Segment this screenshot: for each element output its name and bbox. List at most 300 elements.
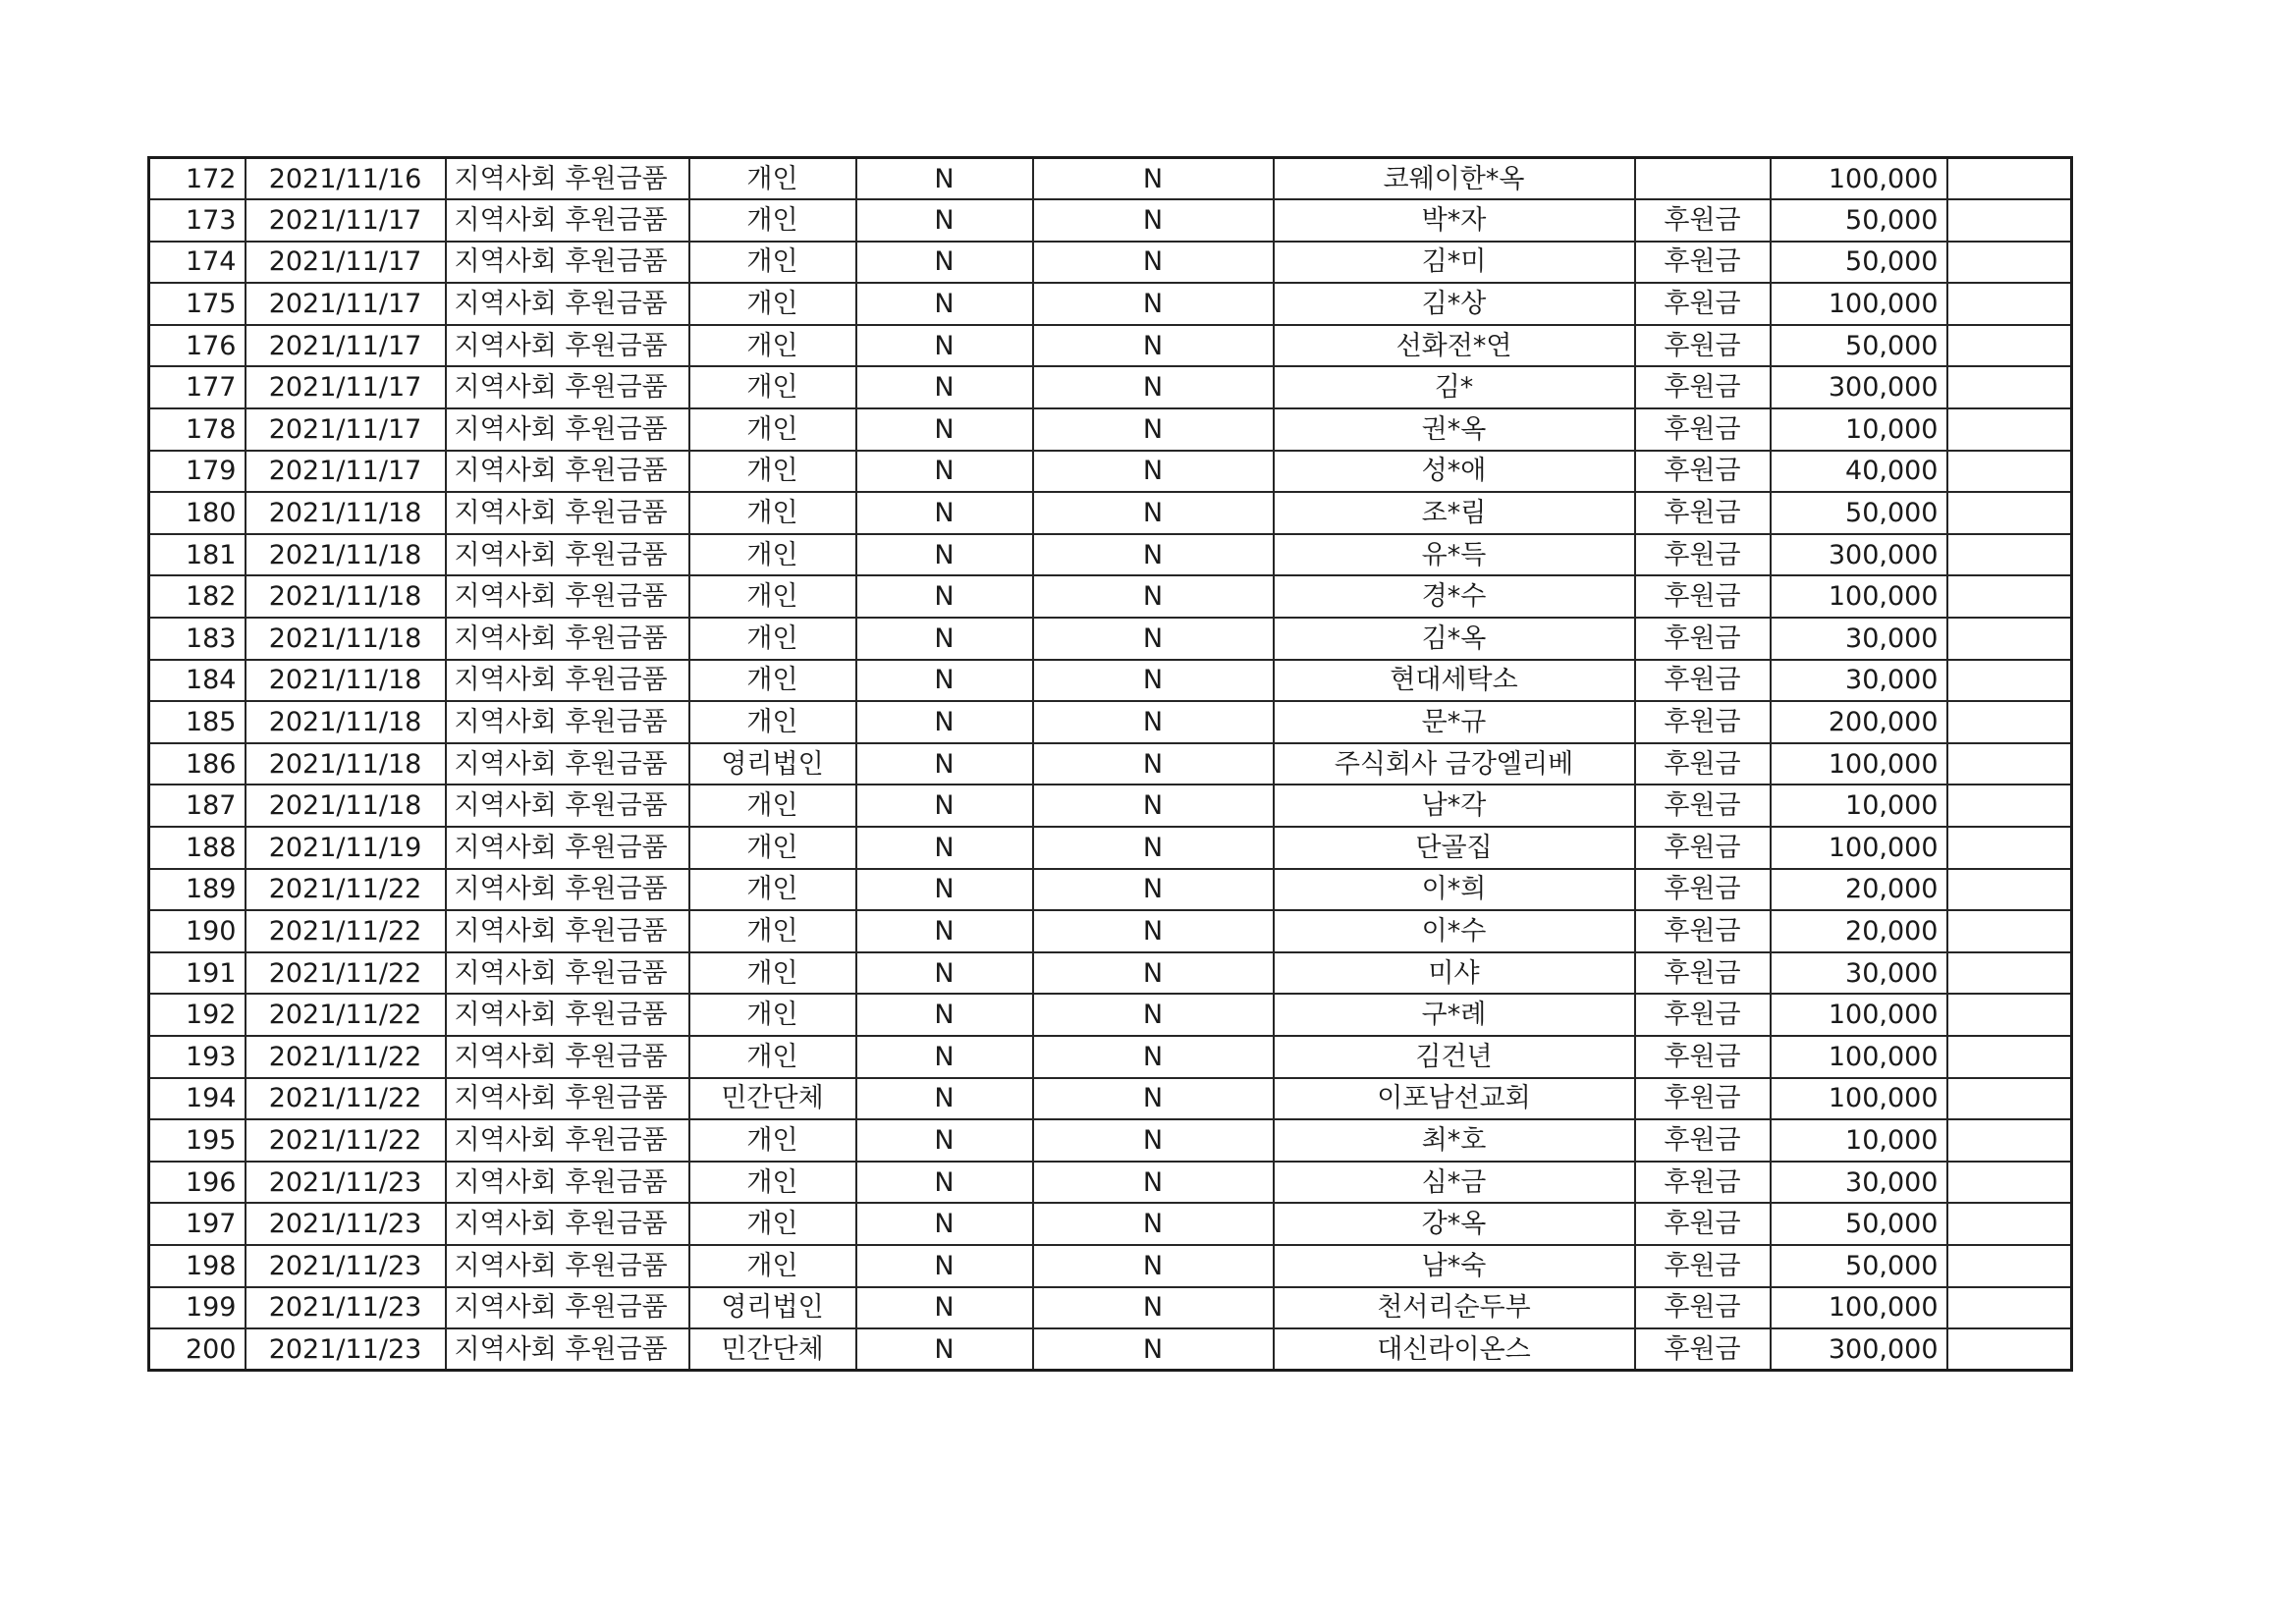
- table-row: [149, 1245, 2072, 1287]
- flag-cell: N: [856, 1119, 1033, 1162]
- row-number: 186: [149, 743, 246, 785]
- donation-category: 지역사회 후원금품: [446, 451, 689, 493]
- table-row: [149, 158, 2072, 200]
- donor-type: 개인: [689, 1245, 856, 1287]
- table-row: [149, 199, 2072, 242]
- donation-kind: [1635, 158, 1771, 200]
- note-cell: [1947, 910, 2072, 952]
- donor-type: 개인: [689, 785, 856, 827]
- table-row: [149, 1162, 2072, 1204]
- note-cell: [1947, 534, 2072, 576]
- table-row: [149, 1036, 2072, 1078]
- flag-cell: N: [856, 199, 1033, 242]
- donation-date: 2021/11/18: [246, 492, 446, 534]
- row-number: 196: [149, 1162, 246, 1204]
- donation-kind: 후원금: [1635, 283, 1771, 325]
- donation-date: 2021/11/18: [246, 660, 446, 702]
- row-number: 174: [149, 242, 246, 284]
- flag-cell: N: [1033, 701, 1274, 743]
- note-cell: [1947, 952, 2072, 995]
- donation-amount: 50,000: [1771, 1245, 1947, 1287]
- donor-type: 개인: [689, 451, 856, 493]
- donation-amount: 100,000: [1771, 743, 1947, 785]
- flag-cell: N: [856, 366, 1033, 408]
- row-number: 178: [149, 408, 246, 451]
- note-cell: [1947, 660, 2072, 702]
- donation-amount: 100,000: [1771, 158, 1947, 200]
- flag-cell: N: [856, 910, 1033, 952]
- flag-cell: N: [1033, 660, 1274, 702]
- donor-name: 남*각: [1274, 785, 1635, 827]
- donation-category: 지역사회 후원금품: [446, 1287, 689, 1329]
- donation-kind: 후원금: [1635, 366, 1771, 408]
- donation-date: 2021/11/23: [246, 1287, 446, 1329]
- flag-cell: N: [1033, 534, 1274, 576]
- donation-ledger-table: [147, 156, 2073, 1372]
- row-number: 179: [149, 451, 246, 493]
- donor-type: 개인: [689, 158, 856, 200]
- donor-type: 개인: [689, 1162, 856, 1204]
- donor-type: 개인: [689, 910, 856, 952]
- note-cell: [1947, 743, 2072, 785]
- table-row: [149, 575, 2072, 618]
- donor-type: 개인: [689, 869, 856, 911]
- row-number: 185: [149, 701, 246, 743]
- note-cell: [1947, 1245, 2072, 1287]
- note-cell: [1947, 1287, 2072, 1329]
- flag-cell: N: [1033, 1203, 1274, 1245]
- donor-name: 코웨이한*옥: [1274, 158, 1635, 200]
- table-row: [149, 1203, 2072, 1245]
- flag-cell: N: [856, 534, 1033, 576]
- donation-amount: 30,000: [1771, 952, 1947, 995]
- donation-category: 지역사회 후원금품: [446, 827, 689, 869]
- note-cell: [1947, 451, 2072, 493]
- donation-category: 지역사회 후원금품: [446, 743, 689, 785]
- donation-date: 2021/11/22: [246, 869, 446, 911]
- flag-cell: N: [856, 1245, 1033, 1287]
- donation-kind: 후원금: [1635, 1036, 1771, 1078]
- table-row: [149, 242, 2072, 284]
- donation-kind: 후원금: [1635, 199, 1771, 242]
- flag-cell: N: [856, 158, 1033, 200]
- donation-date: 2021/11/17: [246, 242, 446, 284]
- note-cell: [1947, 1119, 2072, 1162]
- flag-cell: N: [856, 1203, 1033, 1245]
- donation-amount: 300,000: [1771, 534, 1947, 576]
- flag-cell: N: [1033, 199, 1274, 242]
- flag-cell: N: [856, 618, 1033, 660]
- donation-date: 2021/11/17: [246, 366, 446, 408]
- donation-date: 2021/11/18: [246, 618, 446, 660]
- donation-kind: 후원금: [1635, 1162, 1771, 1204]
- note-cell: [1947, 618, 2072, 660]
- donor-type: 민간단체: [689, 1078, 856, 1120]
- row-number: 193: [149, 1036, 246, 1078]
- table-row: [149, 785, 2072, 827]
- donor-type: 개인: [689, 242, 856, 284]
- donation-date: 2021/11/18: [246, 701, 446, 743]
- donation-kind: 후원금: [1635, 994, 1771, 1036]
- donor-name: 김*옥: [1274, 618, 1635, 660]
- donor-name: 현대세탁소: [1274, 660, 1635, 702]
- table-row: [149, 283, 2072, 325]
- table-row: [149, 618, 2072, 660]
- flag-cell: N: [856, 1078, 1033, 1120]
- donation-kind: 후원금: [1635, 1245, 1771, 1287]
- table-row: [149, 952, 2072, 995]
- row-number: 181: [149, 534, 246, 576]
- flag-cell: N: [1033, 1119, 1274, 1162]
- donation-kind: 후원금: [1635, 701, 1771, 743]
- donation-date: 2021/11/23: [246, 1245, 446, 1287]
- flag-cell: N: [1033, 1078, 1274, 1120]
- table-row: [149, 451, 2072, 493]
- note-cell: [1947, 492, 2072, 534]
- donation-amount: 300,000: [1771, 366, 1947, 408]
- row-number: 200: [149, 1328, 246, 1371]
- flag-cell: N: [1033, 994, 1274, 1036]
- note-cell: [1947, 1328, 2072, 1371]
- donation-category: 지역사회 후원금품: [446, 492, 689, 534]
- note-cell: [1947, 283, 2072, 325]
- flag-cell: N: [856, 492, 1033, 534]
- donation-category: 지역사회 후원금품: [446, 325, 689, 367]
- donation-kind: 후원금: [1635, 534, 1771, 576]
- donation-kind: 후원금: [1635, 743, 1771, 785]
- donation-amount: 10,000: [1771, 408, 1947, 451]
- donation-amount: 100,000: [1771, 1287, 1947, 1329]
- donation-amount: 50,000: [1771, 325, 1947, 367]
- flag-cell: N: [856, 660, 1033, 702]
- table-row: [149, 366, 2072, 408]
- donation-category: 지역사회 후원금품: [446, 1162, 689, 1204]
- note-cell: [1947, 785, 2072, 827]
- donor-name: 김*미: [1274, 242, 1635, 284]
- donation-amount: 30,000: [1771, 618, 1947, 660]
- donation-date: 2021/11/22: [246, 994, 446, 1036]
- donation-date: 2021/11/16: [246, 158, 446, 200]
- flag-cell: N: [856, 1036, 1033, 1078]
- donation-kind: 후원금: [1635, 492, 1771, 534]
- row-number: 180: [149, 492, 246, 534]
- donor-name: 문*규: [1274, 701, 1635, 743]
- table-row: [149, 325, 2072, 367]
- donation-date: 2021/11/17: [246, 408, 446, 451]
- flag-cell: N: [1033, 283, 1274, 325]
- row-number: 195: [149, 1119, 246, 1162]
- donation-date: 2021/11/17: [246, 451, 446, 493]
- donor-name: 천서리순두부: [1274, 1287, 1635, 1329]
- table-row: [149, 492, 2072, 534]
- donation-amount: 100,000: [1771, 994, 1947, 1036]
- flag-cell: N: [856, 994, 1033, 1036]
- donor-type: 민간단체: [689, 1328, 856, 1371]
- donation-kind: 후원금: [1635, 1078, 1771, 1120]
- donor-type: 개인: [689, 492, 856, 534]
- flag-cell: N: [856, 869, 1033, 911]
- flag-cell: N: [856, 325, 1033, 367]
- flag-cell: N: [856, 701, 1033, 743]
- table-row: [149, 1078, 2072, 1120]
- donation-category: 지역사회 후원금품: [446, 1078, 689, 1120]
- donor-type: 개인: [689, 199, 856, 242]
- row-number: 198: [149, 1245, 246, 1287]
- donor-type: 개인: [689, 1203, 856, 1245]
- donation-amount: 100,000: [1771, 1036, 1947, 1078]
- donation-amount: 50,000: [1771, 492, 1947, 534]
- flag-cell: N: [1033, 451, 1274, 493]
- note-cell: [1947, 575, 2072, 618]
- donation-date: 2021/11/18: [246, 785, 446, 827]
- donation-kind: 후원금: [1635, 451, 1771, 493]
- flag-cell: N: [856, 451, 1033, 493]
- donor-name: 권*옥: [1274, 408, 1635, 451]
- donation-date: 2021/11/22: [246, 910, 446, 952]
- donor-name: 최*호: [1274, 1119, 1635, 1162]
- donation-kind: 후원금: [1635, 660, 1771, 702]
- row-number: 173: [149, 199, 246, 242]
- donation-date: 2021/11/18: [246, 575, 446, 618]
- note-cell: [1947, 325, 2072, 367]
- donation-category: 지역사회 후원금품: [446, 199, 689, 242]
- donation-amount: 300,000: [1771, 1328, 1947, 1371]
- donor-name: 경*수: [1274, 575, 1635, 618]
- donor-type: 개인: [689, 827, 856, 869]
- donation-amount: 20,000: [1771, 869, 1947, 911]
- donation-category: 지역사회 후원금품: [446, 952, 689, 995]
- donor-type: 영리법인: [689, 1287, 856, 1329]
- table-row: [149, 1328, 2072, 1371]
- flag-cell: N: [1033, 1162, 1274, 1204]
- table-row: [149, 1287, 2072, 1329]
- donation-amount: 50,000: [1771, 1203, 1947, 1245]
- donor-name: 김*상: [1274, 283, 1635, 325]
- donor-name: 단골집: [1274, 827, 1635, 869]
- row-number: 172: [149, 158, 246, 200]
- donor-name: 김건년: [1274, 1036, 1635, 1078]
- row-number: 176: [149, 325, 246, 367]
- note-cell: [1947, 242, 2072, 284]
- donation-category: 지역사회 후원금품: [446, 1245, 689, 1287]
- flag-cell: N: [1033, 158, 1274, 200]
- donation-kind: 후원금: [1635, 1287, 1771, 1329]
- flag-cell: N: [856, 283, 1033, 325]
- flag-cell: N: [1033, 618, 1274, 660]
- donor-type: 개인: [689, 660, 856, 702]
- donor-name: 구*례: [1274, 994, 1635, 1036]
- row-number: 192: [149, 994, 246, 1036]
- donor-type: 개인: [689, 283, 856, 325]
- flag-cell: N: [1033, 785, 1274, 827]
- donation-amount: 30,000: [1771, 660, 1947, 702]
- donation-amount: 100,000: [1771, 575, 1947, 618]
- note-cell: [1947, 1036, 2072, 1078]
- flag-cell: N: [1033, 408, 1274, 451]
- donation-category: 지역사회 후원금품: [446, 158, 689, 200]
- note-cell: [1947, 1203, 2072, 1245]
- donation-date: 2021/11/23: [246, 1162, 446, 1204]
- flag-cell: N: [856, 1162, 1033, 1204]
- donation-amount: 50,000: [1771, 199, 1947, 242]
- donor-name: 조*림: [1274, 492, 1635, 534]
- donation-amount: 200,000: [1771, 701, 1947, 743]
- donor-type: 영리법인: [689, 743, 856, 785]
- row-number: 199: [149, 1287, 246, 1329]
- donation-kind: 후원금: [1635, 1203, 1771, 1245]
- flag-cell: N: [1033, 325, 1274, 367]
- donation-category: 지역사회 후원금품: [446, 910, 689, 952]
- donation-category: 지역사회 후원금품: [446, 1036, 689, 1078]
- donor-name: 대신라이온스: [1274, 1328, 1635, 1371]
- row-number: 194: [149, 1078, 246, 1120]
- donation-category: 지역사회 후원금품: [446, 994, 689, 1036]
- donation-kind: 후원금: [1635, 408, 1771, 451]
- donor-type: 개인: [689, 366, 856, 408]
- donation-category: 지역사회 후원금품: [446, 869, 689, 911]
- flag-cell: N: [856, 1287, 1033, 1329]
- donor-type: 개인: [689, 1119, 856, 1162]
- donor-name: 강*옥: [1274, 1203, 1635, 1245]
- table-row: [149, 408, 2072, 451]
- donor-name: 미샤: [1274, 952, 1635, 995]
- donation-amount: 50,000: [1771, 242, 1947, 284]
- flag-cell: N: [856, 743, 1033, 785]
- donation-amount: 100,000: [1771, 283, 1947, 325]
- donation-category: 지역사회 후원금품: [446, 1203, 689, 1245]
- donation-category: 지역사회 후원금품: [446, 618, 689, 660]
- donation-kind: 후원금: [1635, 618, 1771, 660]
- donation-category: 지역사회 후원금품: [446, 1328, 689, 1371]
- donation-kind: 후원금: [1635, 325, 1771, 367]
- donation-date: 2021/11/19: [246, 827, 446, 869]
- donor-name: 성*애: [1274, 451, 1635, 493]
- donor-type: 개인: [689, 952, 856, 995]
- row-number: 191: [149, 952, 246, 995]
- note-cell: [1947, 869, 2072, 911]
- donor-type: 개인: [689, 408, 856, 451]
- donor-type: 개인: [689, 534, 856, 576]
- donation-date: 2021/11/18: [246, 534, 446, 576]
- donation-amount: 30,000: [1771, 1162, 1947, 1204]
- row-number: 188: [149, 827, 246, 869]
- donation-date: 2021/11/17: [246, 283, 446, 325]
- note-cell: [1947, 158, 2072, 200]
- row-number: 184: [149, 660, 246, 702]
- flag-cell: N: [1033, 952, 1274, 995]
- donation-category: 지역사회 후원금품: [446, 575, 689, 618]
- table-row: [149, 994, 2072, 1036]
- donation-kind: 후원금: [1635, 1328, 1771, 1371]
- note-cell: [1947, 1162, 2072, 1204]
- flag-cell: N: [856, 242, 1033, 284]
- donation-kind: 후원금: [1635, 952, 1771, 995]
- donation-date: 2021/11/17: [246, 325, 446, 367]
- donation-date: 2021/11/18: [246, 743, 446, 785]
- donation-date: 2021/11/17: [246, 199, 446, 242]
- donation-category: 지역사회 후원금품: [446, 660, 689, 702]
- donation-date: 2021/11/23: [246, 1203, 446, 1245]
- row-number: 177: [149, 366, 246, 408]
- donation-date: 2021/11/23: [246, 1328, 446, 1371]
- donation-category: 지역사회 후원금품: [446, 1119, 689, 1162]
- donor-name: 주식회사 금강엘리베: [1274, 743, 1635, 785]
- flag-cell: N: [856, 785, 1033, 827]
- flag-cell: N: [856, 952, 1033, 995]
- flag-cell: N: [1033, 1287, 1274, 1329]
- row-number: 175: [149, 283, 246, 325]
- donor-name: 이포남선교회: [1274, 1078, 1635, 1120]
- donor-type: 개인: [689, 1036, 856, 1078]
- flag-cell: N: [1033, 743, 1274, 785]
- flag-cell: N: [1033, 366, 1274, 408]
- table-row: [149, 910, 2072, 952]
- donation-amount: 100,000: [1771, 827, 1947, 869]
- donation-date: 2021/11/22: [246, 1036, 446, 1078]
- note-cell: [1947, 366, 2072, 408]
- flag-cell: N: [1033, 1036, 1274, 1078]
- flag-cell: N: [856, 1328, 1033, 1371]
- note-cell: [1947, 827, 2072, 869]
- flag-cell: N: [1033, 492, 1274, 534]
- donor-name: 선화전*연: [1274, 325, 1635, 367]
- donation-category: 지역사회 후원금품: [446, 408, 689, 451]
- donation-date: 2021/11/22: [246, 952, 446, 995]
- table-row: [149, 1119, 2072, 1162]
- row-number: 189: [149, 869, 246, 911]
- flag-cell: N: [1033, 242, 1274, 284]
- donation-category: 지역사회 후원금품: [446, 785, 689, 827]
- flag-cell: N: [1033, 1245, 1274, 1287]
- donor-type: 개인: [689, 701, 856, 743]
- note-cell: [1947, 199, 2072, 242]
- donation-kind: 후원금: [1635, 827, 1771, 869]
- donation-date: 2021/11/22: [246, 1119, 446, 1162]
- flag-cell: N: [856, 827, 1033, 869]
- donation-category: 지역사회 후원금품: [446, 701, 689, 743]
- flag-cell: N: [856, 408, 1033, 451]
- table-row: [149, 869, 2072, 911]
- row-number: 190: [149, 910, 246, 952]
- donor-name: 김*: [1274, 366, 1635, 408]
- flag-cell: N: [1033, 910, 1274, 952]
- flag-cell: N: [1033, 869, 1274, 911]
- table-row: [149, 743, 2072, 785]
- table-row: [149, 827, 2072, 869]
- ledger-body: [149, 158, 2072, 1371]
- flag-cell: N: [1033, 1328, 1274, 1371]
- donation-kind: 후원금: [1635, 242, 1771, 284]
- flag-cell: N: [1033, 575, 1274, 618]
- donation-amount: 100,000: [1771, 1078, 1947, 1120]
- donation-category: 지역사회 후원금품: [446, 534, 689, 576]
- donor-name: 남*숙: [1274, 1245, 1635, 1287]
- note-cell: [1947, 701, 2072, 743]
- note-cell: [1947, 1078, 2072, 1120]
- donation-date: 2021/11/22: [246, 1078, 446, 1120]
- table-row: [149, 660, 2072, 702]
- donor-type: 개인: [689, 325, 856, 367]
- donation-amount: 40,000: [1771, 451, 1947, 493]
- row-number: 187: [149, 785, 246, 827]
- donor-name: 박*자: [1274, 199, 1635, 242]
- donor-name: 이*수: [1274, 910, 1635, 952]
- table-row: [149, 534, 2072, 576]
- row-number: 183: [149, 618, 246, 660]
- donation-amount: 10,000: [1771, 1119, 1947, 1162]
- donation-kind: 후원금: [1635, 575, 1771, 618]
- donation-amount: 20,000: [1771, 910, 1947, 952]
